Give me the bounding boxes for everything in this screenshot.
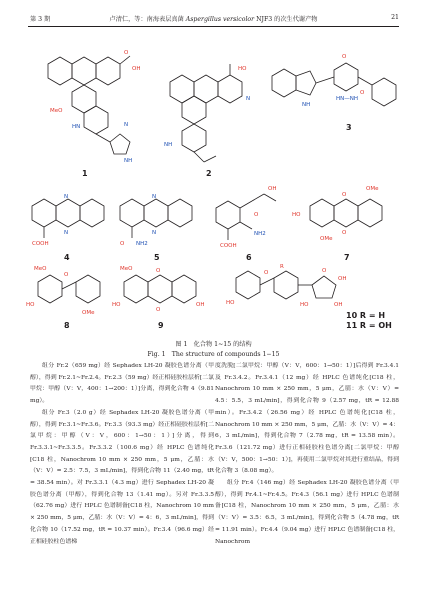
svg-text:OH: OH <box>334 302 343 308</box>
svg-text:O: O <box>342 54 347 60</box>
svg-text:N: N <box>64 194 69 200</box>
compound-label: 4 <box>64 253 70 262</box>
svg-text:HO: HO <box>226 300 235 306</box>
svg-text:N: N <box>152 194 157 200</box>
svg-text:O: O <box>322 268 327 274</box>
body-left-column <box>30 361 214 548</box>
svg-text:OH: OH <box>196 302 205 308</box>
svg-text:N: N <box>124 122 129 128</box>
compound-label: 8 <box>64 321 70 330</box>
svg-text:OMe: OMe <box>366 186 379 192</box>
svg-text:O: O <box>342 192 347 198</box>
compound-label: 1 <box>82 169 88 178</box>
svg-text:NH: NH <box>302 102 311 108</box>
compound-label: 11 R = OH <box>346 321 392 330</box>
paragraph: 组分 Fr.2（659 mg）经 Sephadex LH-20 凝胶色谱分离（甲醇），得到 Fr.2.1~Fr.2.4。Fr.2.3（59 mg）经正相硅胶柱层析[二氯甲烷：甲醇（V：V，400：1→200：1）]分离，得到化合物 4（9.81 mg）。 <box>30 363 214 405</box>
figure-caption-english: Fig. 1 The structure of compounds 1−15 <box>147 351 280 358</box>
svg-text:N: N <box>152 230 157 236</box>
page-number: 21 <box>391 14 399 21</box>
svg-text:O: O <box>120 241 125 247</box>
header-rule <box>28 26 399 27</box>
svg-text:OH: OH <box>268 186 277 192</box>
svg-text:OH: OH <box>338 276 347 282</box>
svg-text:COOH: COOH <box>220 243 237 249</box>
body-right-column <box>215 361 399 548</box>
paragraph: 组分 Fr.4（146 mg）经 Sephadex LH-20 凝胶色谱分离（甲醇），得到 Fr.4.1~Fr.4.5。Fr.4.3（56.1 mg）进行 HPLC 色谱制备[C18 柱，Nanochrom 10 mm × 250 mm，5 μm，乙腈：水（V：V）= 3.5：6.5，3 mL/min]，得到化合物 5（4.78 mg，tR = 11.91 min）。Fr.4.4（9.04 mg）进行 HPLC 色谱制备[C18 柱，Nanochrom <box>215 480 399 545</box>
svg-text:MeO: MeO <box>120 266 133 272</box>
svg-text:HN—NH: HN—NH <box>336 96 358 102</box>
svg-text:O: O <box>64 272 69 278</box>
svg-text:HO: HO <box>292 212 301 218</box>
compound-label: 2 <box>206 169 212 178</box>
running-title: 卢清仁，等：南海表层真菌 Aspergillus versicolor NJF3 的次生代谢产物 <box>109 16 318 23</box>
svg-text:N: N <box>246 96 251 102</box>
svg-text:COOH: COOH <box>32 241 49 247</box>
svg-text:NH2: NH2 <box>136 241 148 247</box>
compound-label: 3 <box>346 123 352 132</box>
svg-text:O: O <box>264 270 269 276</box>
svg-text:OH: OH <box>132 66 141 72</box>
compound-label: 10 R = H <box>346 311 386 320</box>
svg-text:MeO: MeO <box>34 266 47 272</box>
compound-label: 9 <box>158 321 164 330</box>
compound-label: 6 <box>246 253 252 262</box>
compound-label: 7 <box>344 253 350 262</box>
svg-text:O: O <box>156 307 161 313</box>
svg-text:NH2: NH2 <box>254 231 266 237</box>
paragraph: 组分 Fr.3（2.0 g）经 Sephadex LH-20 凝胶色谱分离（甲醇），得到 Fr.3.1~Fr.3.6。Fr.3.3（93.3 mg）经正相硅胶柱层析[二氯甲烷：甲醇（V：V，600：1→50：1）]分离，得到 Fr.3.3.1~Fr.3.3.5。Fr.3.3.2（100.6 mg）经 HPLC 色谱纯化[C18 柱，Nanochrom 10 mm × 250 mm，5 μm，乙腈：水（V：V）= 2.5：7.5，3 mL/min]，得到化合物 11（2.40 mg，tR = 38.54 min）。对 Fr.3.3.1（4.3 mg）进行 Sephadex LH-20 凝胶色谱分离（甲醇），得到化合物 13（1.41 mg）。另对 Fr.3.3.5（62.76 mg）进行 HPLC 色谱制备[C18 柱，Nanochrom 10 mm × 250 mm，5 μm，乙腈：水（V：V）= 4：6，3 mL/min]，得到化合物 10（17.52 mg，tR = 10.37 min）。Fr.3.4（96.6 mg）经正相硅胶柱色谱梯 <box>30 409 214 545</box>
compound-structures-figure-bottom <box>20 30 408 340</box>
svg-text:HO: HO <box>300 302 309 308</box>
svg-text:NH: NH <box>124 158 133 164</box>
figure-caption-chinese: 图 1 化合物 1~15 的结构 <box>175 341 252 348</box>
svg-text:HO: HO <box>238 66 247 72</box>
svg-text:NH: NH <box>164 142 173 148</box>
svg-text:O: O <box>342 230 347 236</box>
svg-text:HN: HN <box>72 124 81 130</box>
svg-text:OMe: OMe <box>320 236 333 242</box>
svg-text:N: N <box>64 230 69 236</box>
svg-text:R: R <box>280 264 284 270</box>
svg-text:O: O <box>360 90 365 96</box>
svg-text:O: O <box>254 212 259 218</box>
svg-text:HO: HO <box>112 302 121 308</box>
svg-text:OMe: OMe <box>82 310 95 316</box>
svg-text:MeO: MeO <box>50 108 63 114</box>
svg-text:O: O <box>156 268 161 274</box>
issue-number: 第 3 期 <box>30 16 51 23</box>
running-header <box>0 12 427 26</box>
compound-label: 5 <box>154 253 160 262</box>
svg-text:HO: HO <box>26 302 35 308</box>
paragraph: 度洗脱[二氯甲烷：甲醇（V：V，600：1→50：1）]后得到 Fr.3.4.1 及 Fr.3.4.2。Fr.3.4.1（12 mg）经 HPLC 色谱纯化[C18 柱，Nanochrom 10 mm × 250 mm，5 μm，乙腈：水（V：V）= 4.5：5.5，3 mL/min]，得到化合物 9（2.57 mg，tR = 12.88 min）。Fr.3.4.2（26.56 mg）经 HPLC 色谱纯化[C18 柱，Nanochrom 10 mm × 250 mm，5 μm，乙腈：水（V：V）= 4：6，3 mL/min]，得到化合物 7（2.78 mg，tR = 13.58 min）。Fr.3.6（121.72 mg）进行正相硅胶柱色谱分离[二氯甲烷：甲醇（V：V，500：1→50：1）]，再使用二氯甲烷对其进行重结晶，得到化合物 3（8.08 mg）。 <box>215 363 399 475</box>
svg-text:O: O <box>124 50 129 56</box>
